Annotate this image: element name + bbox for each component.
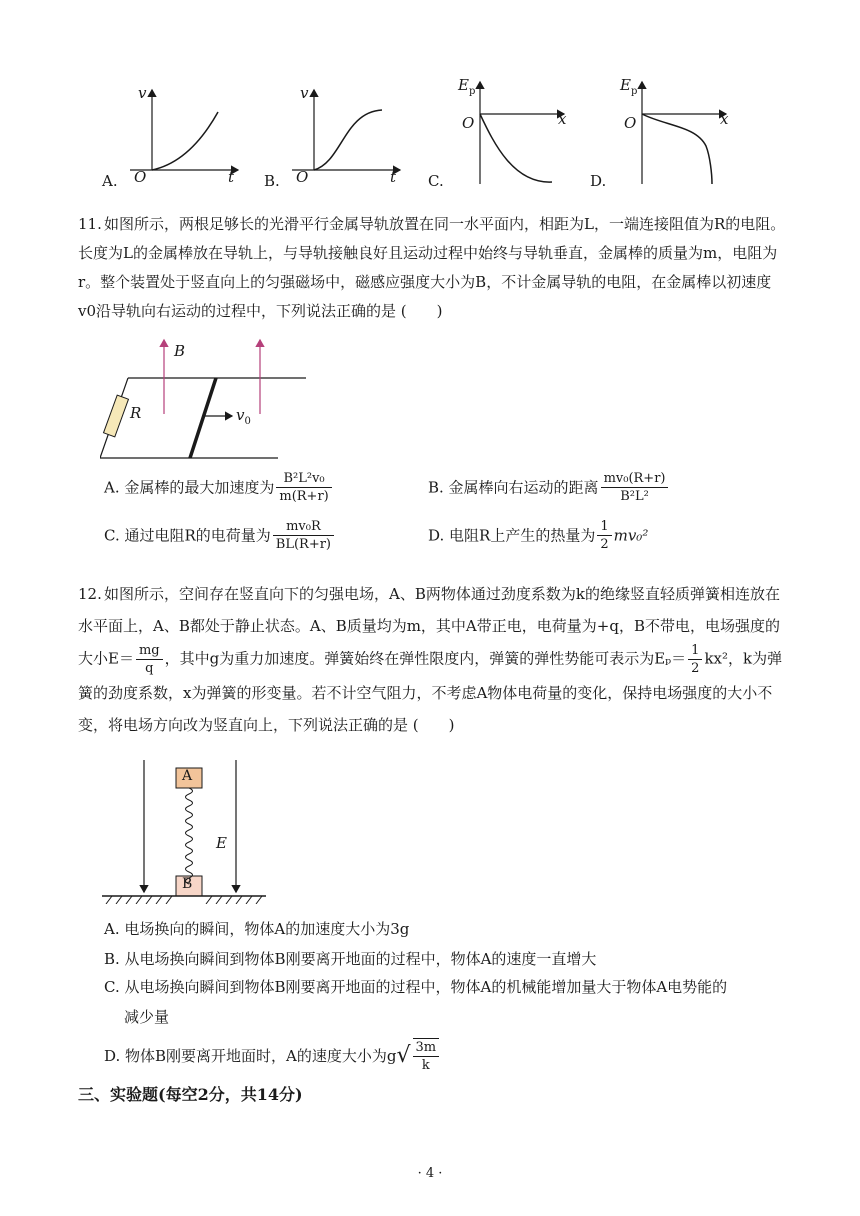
q12-option-d bbox=[104, 1038, 441, 1074]
q12-figure bbox=[100, 758, 270, 904]
q12-option-d-den: k bbox=[421, 1058, 430, 1073]
graph-d-letter: D. bbox=[590, 172, 607, 190]
graph-c-yaxis-sub: p bbox=[468, 86, 476, 97]
graph-option-b bbox=[262, 82, 412, 192]
page-number: · 4 · bbox=[417, 1166, 443, 1181]
q12-option-a: A. 电场换向的瞬间，物体A的加速度大小为3g bbox=[104, 920, 410, 938]
q11-option-c-prefix: C. 通过电阻R的电荷量为 bbox=[104, 526, 271, 545]
graph-c-yaxis bbox=[458, 76, 475, 97]
q11-option-b-num: mv₀(R+r) bbox=[601, 470, 669, 488]
graph-b-origin: O bbox=[296, 168, 309, 186]
q11-v-main: v bbox=[236, 406, 245, 424]
q12-sqrt-sign: √ bbox=[396, 1043, 411, 1068]
graph-b-yaxis: v bbox=[300, 84, 309, 102]
q11-option-d-den: 2 bbox=[600, 537, 609, 552]
graph-option-c bbox=[424, 74, 584, 192]
section-title: 三、实验题(每空2分，共14分) bbox=[78, 1085, 303, 1104]
q11-option-a bbox=[104, 470, 334, 505]
q11-option-b bbox=[428, 470, 670, 505]
q12-ep-den: 2 bbox=[691, 661, 700, 676]
graph-a-letter: A. bbox=[102, 172, 118, 190]
q12-e-label: E bbox=[216, 834, 227, 852]
q12-block-b-label: B bbox=[182, 876, 193, 892]
graph-d-yaxis-sub: p bbox=[630, 86, 638, 97]
q12-e-num: mg bbox=[136, 642, 163, 660]
q11-option-b-frac bbox=[601, 470, 669, 505]
q11-v-label bbox=[236, 406, 251, 427]
q12-stem-part3: kx²，k为弹簧的劲度系数，x为弹簧的形变量。若不计空气阻力，不考虑A物体电荷量的变化，保持电场强度的大小不变，将电场方向改为竖直向上，下列说法正确的是 ( ) bbox=[78, 649, 783, 734]
q11-option-c bbox=[104, 518, 336, 553]
q11-stem bbox=[78, 210, 788, 326]
graph-a-yaxis: v bbox=[138, 84, 147, 102]
q11-number: 11. bbox=[78, 215, 102, 233]
q11-stem-text: 如图所示，两根足够长的光滑平行金属导轨放置在同一水平面内，相距为L，一端连接阻值为R的电阻。长度为L的金属棒放在导轨上，与导轨接触良好且运动过程中始终与导轨垂直，金属棒的质量为m，电阻为r。整个装置处于竖直向上的匀强磁场中，磁感应强度大小为B，不计金属导轨的电阻，在金属棒以初速度v0沿导轨向右运动的过程中，下列说法正确的是 ( ) bbox=[78, 215, 786, 320]
q12-stem-part2: ，其中g为重力加速度。弹簧始终在弹性限度内，弹簧的弹性势能可表示为Eₚ＝ bbox=[164, 649, 687, 668]
q11-option-d-frac bbox=[597, 518, 611, 553]
q11-option-b-den: B²L² bbox=[620, 489, 649, 504]
graph-b-letter: B. bbox=[264, 172, 280, 190]
graph-option-a bbox=[100, 82, 250, 192]
q11-option-a-num: B²L²v₀ bbox=[276, 470, 331, 488]
graph-c-yaxis-main: E bbox=[458, 76, 469, 94]
q11-figure bbox=[100, 334, 320, 464]
graph-a-origin: O bbox=[134, 168, 147, 186]
q12-option-d-prefix: D. 物体B刚要离开地面时，A的速度大小为g bbox=[104, 1047, 397, 1065]
q12-stem bbox=[78, 578, 788, 741]
q12-stem-part1: 如图所示，空间存在竖直向下的匀强电场，A、B两物体通过劲度系数为k的绝缘竖直轻质弹簧相连放在水平面上，A、B都处于静止状态。A、B质量均为m，其中A带正电，电荷量为+q，B不带电，电场强度的大小E＝ bbox=[78, 585, 780, 668]
q12-number: 12. bbox=[78, 585, 102, 603]
q12-option-b: B. 从电场换向瞬间到物体B刚要离开地面的过程中，物体A的速度一直增大 bbox=[104, 950, 597, 968]
q11-option-d-suffix: mv₀² bbox=[613, 526, 649, 545]
q12-ep-num: 1 bbox=[688, 642, 702, 660]
graph-c-letter: C. bbox=[428, 172, 444, 190]
q11-b-label: B bbox=[174, 342, 186, 360]
graph-d-xaxis: x bbox=[720, 110, 729, 128]
graph-c-svg bbox=[424, 74, 584, 192]
graph-c-xaxis: x bbox=[558, 110, 567, 128]
graph-d-yaxis-main: E bbox=[620, 76, 631, 94]
q11-option-d-prefix: D. 电阻R上产生的热量为 bbox=[428, 526, 596, 545]
q12-option-c-line2: 减少量 bbox=[124, 1008, 170, 1026]
q11-option-d-num: 1 bbox=[597, 518, 611, 536]
q11-option-d bbox=[428, 518, 648, 553]
q12-option-d-frac bbox=[413, 1038, 440, 1074]
graph-b-xaxis: t bbox=[390, 168, 397, 186]
q12-e-den: q bbox=[145, 661, 154, 676]
graph-option-d bbox=[586, 74, 746, 192]
q11-circuit-svg bbox=[100, 334, 320, 464]
q11-v-sub: 0 bbox=[244, 416, 251, 427]
q11-option-a-prefix: A. 金属棒的最大加速度为 bbox=[104, 478, 275, 497]
q12-e-frac bbox=[136, 642, 163, 677]
q11-r-label: R bbox=[130, 404, 142, 422]
graph-d-origin: O bbox=[624, 114, 637, 132]
q12-option-c-line1: C. 从电场换向瞬间到物体B刚要离开地面的过程中，物体A的机械能增加量大于物体A电势能的 bbox=[104, 978, 728, 996]
q11-option-a-frac bbox=[276, 470, 331, 505]
graph-c-origin: O bbox=[462, 114, 475, 132]
q12-block-a-label: A bbox=[182, 768, 193, 784]
q12-ep-frac bbox=[688, 642, 702, 677]
q12-option-d-num: 3m bbox=[413, 1039, 440, 1057]
q11-option-c-num: mv₀R bbox=[273, 518, 334, 536]
q11-option-c-den: BL(R+r) bbox=[275, 537, 332, 552]
q11-option-a-den: m(R+r) bbox=[279, 489, 329, 504]
graph-a-xaxis: t bbox=[228, 168, 235, 186]
q11-option-b-prefix: B. 金属棒向右运动的距离 bbox=[428, 478, 599, 497]
graph-d-yaxis bbox=[620, 76, 637, 97]
q11-option-c-frac bbox=[273, 518, 334, 553]
graph-d-svg bbox=[586, 74, 746, 192]
